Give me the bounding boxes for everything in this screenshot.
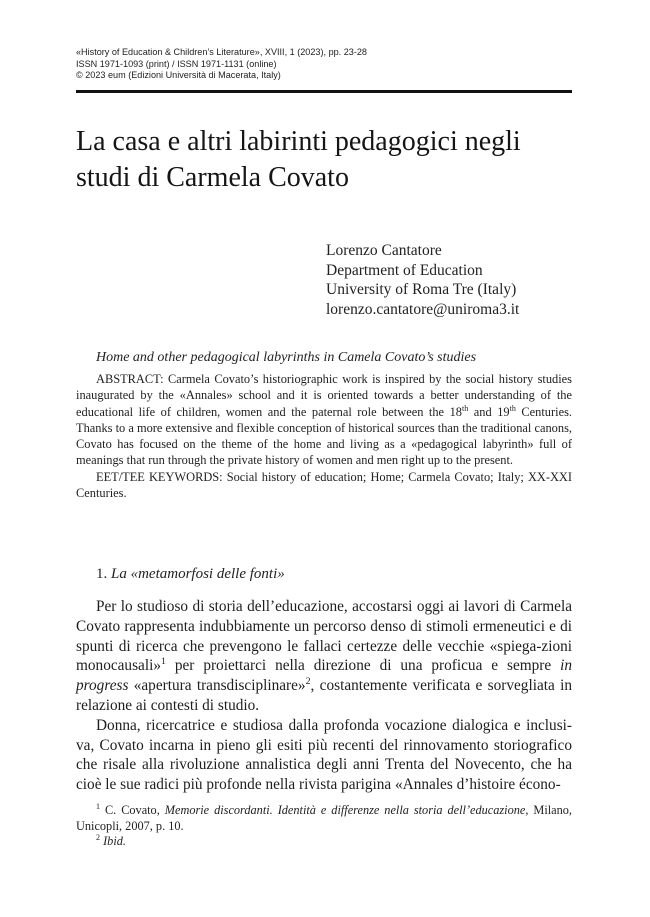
section-heading <box>96 566 285 583</box>
footnote-text: , Milano, Unicopli, 2007, p. 10. <box>76 803 572 833</box>
copyright-line: © 2023 eum (Edizioni Università di Macerata, Italy) <box>76 70 281 80</box>
footnote-1 <box>76 803 572 834</box>
section-number: 1. <box>96 566 108 582</box>
author-name: Lorenzo Cantatore <box>326 242 442 259</box>
footnote-number: 1 <box>96 801 100 811</box>
issn-line: ISSN 1971-1093 (print) / ISSN 1971-1131 (online) <box>76 58 277 69</box>
footnotes <box>76 803 572 850</box>
title-line-2: studi di Carmela Covato <box>76 162 349 193</box>
author-university: University of Roma Tre (Italy) <box>326 281 517 299</box>
journal-header <box>76 47 576 82</box>
abstract-text-part: Centuries. Thanks to a more extensive and flexible conception of historical sources than the traditional canons, Covato has focused on the theme of the home and living as a «pedagogical labyrinth» full of meanings that run through the private history of women and men right up to the present. <box>76 404 572 468</box>
paragraph-text: , costantemente verificata e sorvegliata in relazione ai contesti di studio. <box>76 677 572 714</box>
footnote-ref-2[interactable]: 2 <box>305 676 311 688</box>
article-title <box>76 124 576 196</box>
paragraph-text: Per lo studioso di storia dell’educazione, accostarsi oggi ai lavori di Carmela Covato rappresenta indubbiamente un percorso denso di stimoli ermeneutici e di spunti di ricerca che prevengono le fallaci certezze delle vecchie «spiega-zioni monocausali» <box>76 598 572 675</box>
title-line-1: La casa e altri labirinti pedagogici negli <box>76 126 521 157</box>
abstract-text <box>76 371 572 469</box>
footnote-book-title: Memorie discordanti. Identità e differenze nella storia dell’educazione <box>164 803 526 817</box>
footnote-2 <box>76 834 572 850</box>
section-title: La «metamorfosi delle fonti» <box>111 566 285 582</box>
journal-citation: «History of Education & Children’s Literature», XVIII, 1 (2023), pp. 23-28 <box>76 47 367 57</box>
abstract-block <box>76 348 572 501</box>
paragraph-1 <box>76 597 572 716</box>
header-rule <box>76 90 572 93</box>
footnote-ref-1[interactable]: 1 <box>160 656 166 668</box>
abstract-title: Home and other pedagogical labyrinths in Camela Covato’s studies <box>96 350 477 365</box>
ordinal-superscript: th <box>461 403 469 413</box>
ordinal-superscript: th <box>509 403 516 413</box>
keywords: EET/TEE KEYWORDS: Social history of education; Home; Carmela Covato; Italy; XX-XXI Centuries. <box>76 469 572 501</box>
body-text <box>76 597 572 795</box>
paragraph-2: Donna, ricercatrice e studiosa dalla profonda vocazione dialogica e inclusi-va, Covato incarna in pieno gli esiti più recenti del rinnovamento storiografico che risale alla rivoluzione annalistica degli anni Trenta del Novecento, che ha cioè le sue radici più profonde nella rivista parigina «Annales d’histoire écono- <box>76 716 572 794</box>
footnote-ibid: Ibid. <box>103 834 126 848</box>
footnote-text: C. Covato, <box>100 803 165 817</box>
footnote-number: 2 <box>96 832 100 842</box>
abstract-text-part: and 19 <box>468 404 510 419</box>
italic-phrase: in progress <box>76 657 572 695</box>
author-block <box>326 241 586 319</box>
author-email[interactable]: lorenzo.cantatore@uniroma3.it <box>326 300 520 318</box>
author-department: Department of Education <box>326 261 483 279</box>
paragraph-text: «apertura transdisciplinare» <box>128 677 306 695</box>
paragraph-text: per proiettarci nella direzione di una proficua e sempre <box>165 657 561 675</box>
abstract-text-part: ABSTRACT: Carmela Covato’s historiographic work is inspired by the social history studies inaugurated by the «Annales» school and it is oriented towards a better understanding of the educational life of children, women and the paternal role between the 18 <box>76 372 572 419</box>
